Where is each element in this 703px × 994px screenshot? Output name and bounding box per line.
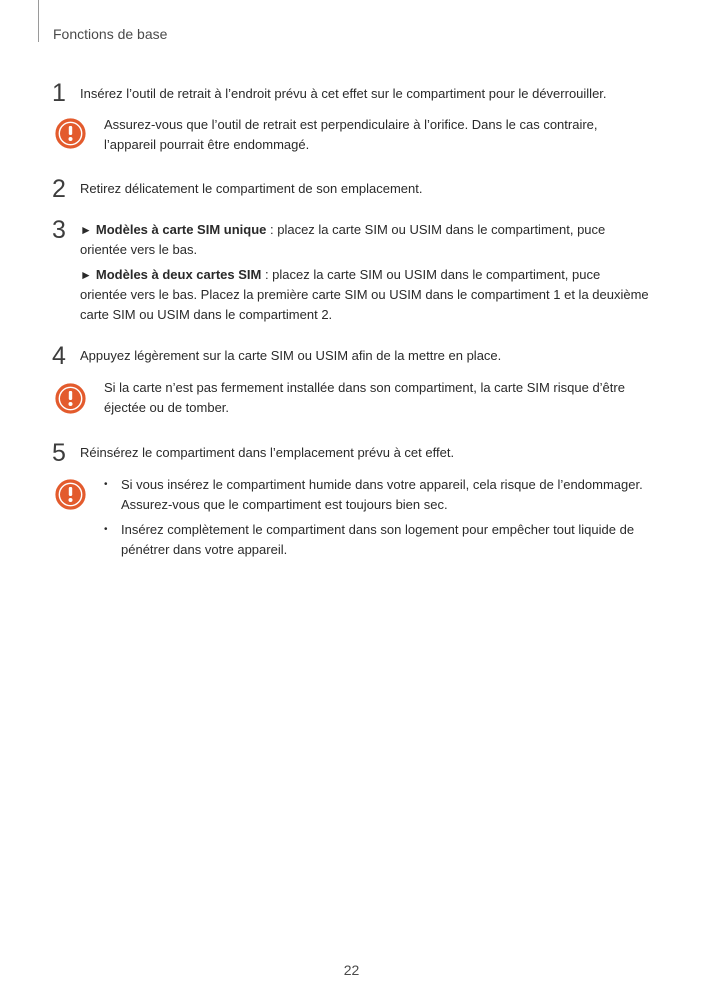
- step-5-number: 5: [52, 439, 66, 467]
- step-1-text: Insérez l’outil de retrait à l’endroit prévu à cet effet sur le compartiment pour le déverrouiller.: [80, 86, 607, 101]
- warning-icon: [55, 479, 86, 510]
- step-2-text: Retirez délicatement le compartiment de son emplacement.: [80, 181, 423, 196]
- step-5-text: Réinsérez le compartiment dans l’emplacement prévu à cet effet.: [80, 445, 455, 460]
- warning-icon: [55, 118, 86, 149]
- step-3-part-1: [80, 220, 650, 260]
- step-3-part-1-text: : placez la carte SIM ou USIM dans le compartiment, puce orientée vers le bas.: [80, 222, 606, 257]
- note-3-list: [104, 475, 649, 565]
- page-number: 22: [343, 962, 360, 978]
- note-1-text: Assurez-vous que l’outil de retrait est perpendiculaire à l’orifice. Dans le cas contraire, l’appareil pourrait être endommagé.: [104, 117, 598, 152]
- list-item: • Si vous insérez le compartiment humide dans votre appareil, cela risque de l’endommager. Assurez-vous que le compartiment est toujours bien sec.: [104, 475, 649, 515]
- step-4-number: 4: [52, 342, 66, 370]
- step-3-part-2: [80, 265, 650, 325]
- step-3-part-2-text: : placez la carte SIM ou USIM dans le compartiment, puce orientée vers le bas. Placez la première carte SIM ou USIM dans le compartiment 1 et la deuxième carte SIM ou USIM dans le compartiment 2.: [80, 267, 649, 322]
- page-header-title: Fonctions de base: [53, 26, 168, 42]
- step-3-part-1-label: Modèles à carte SIM unique: [95, 222, 267, 237]
- step-1-number: 1: [52, 79, 66, 107]
- list-item: • Insérez complètement le compartiment dans son logement pour empêcher tout liquide de pénétrer dans votre appareil.: [104, 520, 649, 560]
- step-3-number: 3: [52, 216, 66, 244]
- step-4-text: Appuyez légèrement sur la carte SIM ou USIM afin de la mettre en place.: [80, 348, 502, 363]
- warning-icon: [55, 383, 86, 414]
- step-2-number: 2: [52, 175, 66, 203]
- arrow-right-icon: ►: [80, 268, 92, 282]
- arrow-right-icon: ►: [80, 223, 92, 237]
- step-3-part-2-label: Modèles à deux cartes SIM: [95, 267, 262, 282]
- note-2-text: Si la carte n’est pas fermement installée dans son compartiment, la carte SIM risque d’être éjectée ou de tomber.: [104, 380, 625, 415]
- header-rule: [38, 0, 39, 42]
